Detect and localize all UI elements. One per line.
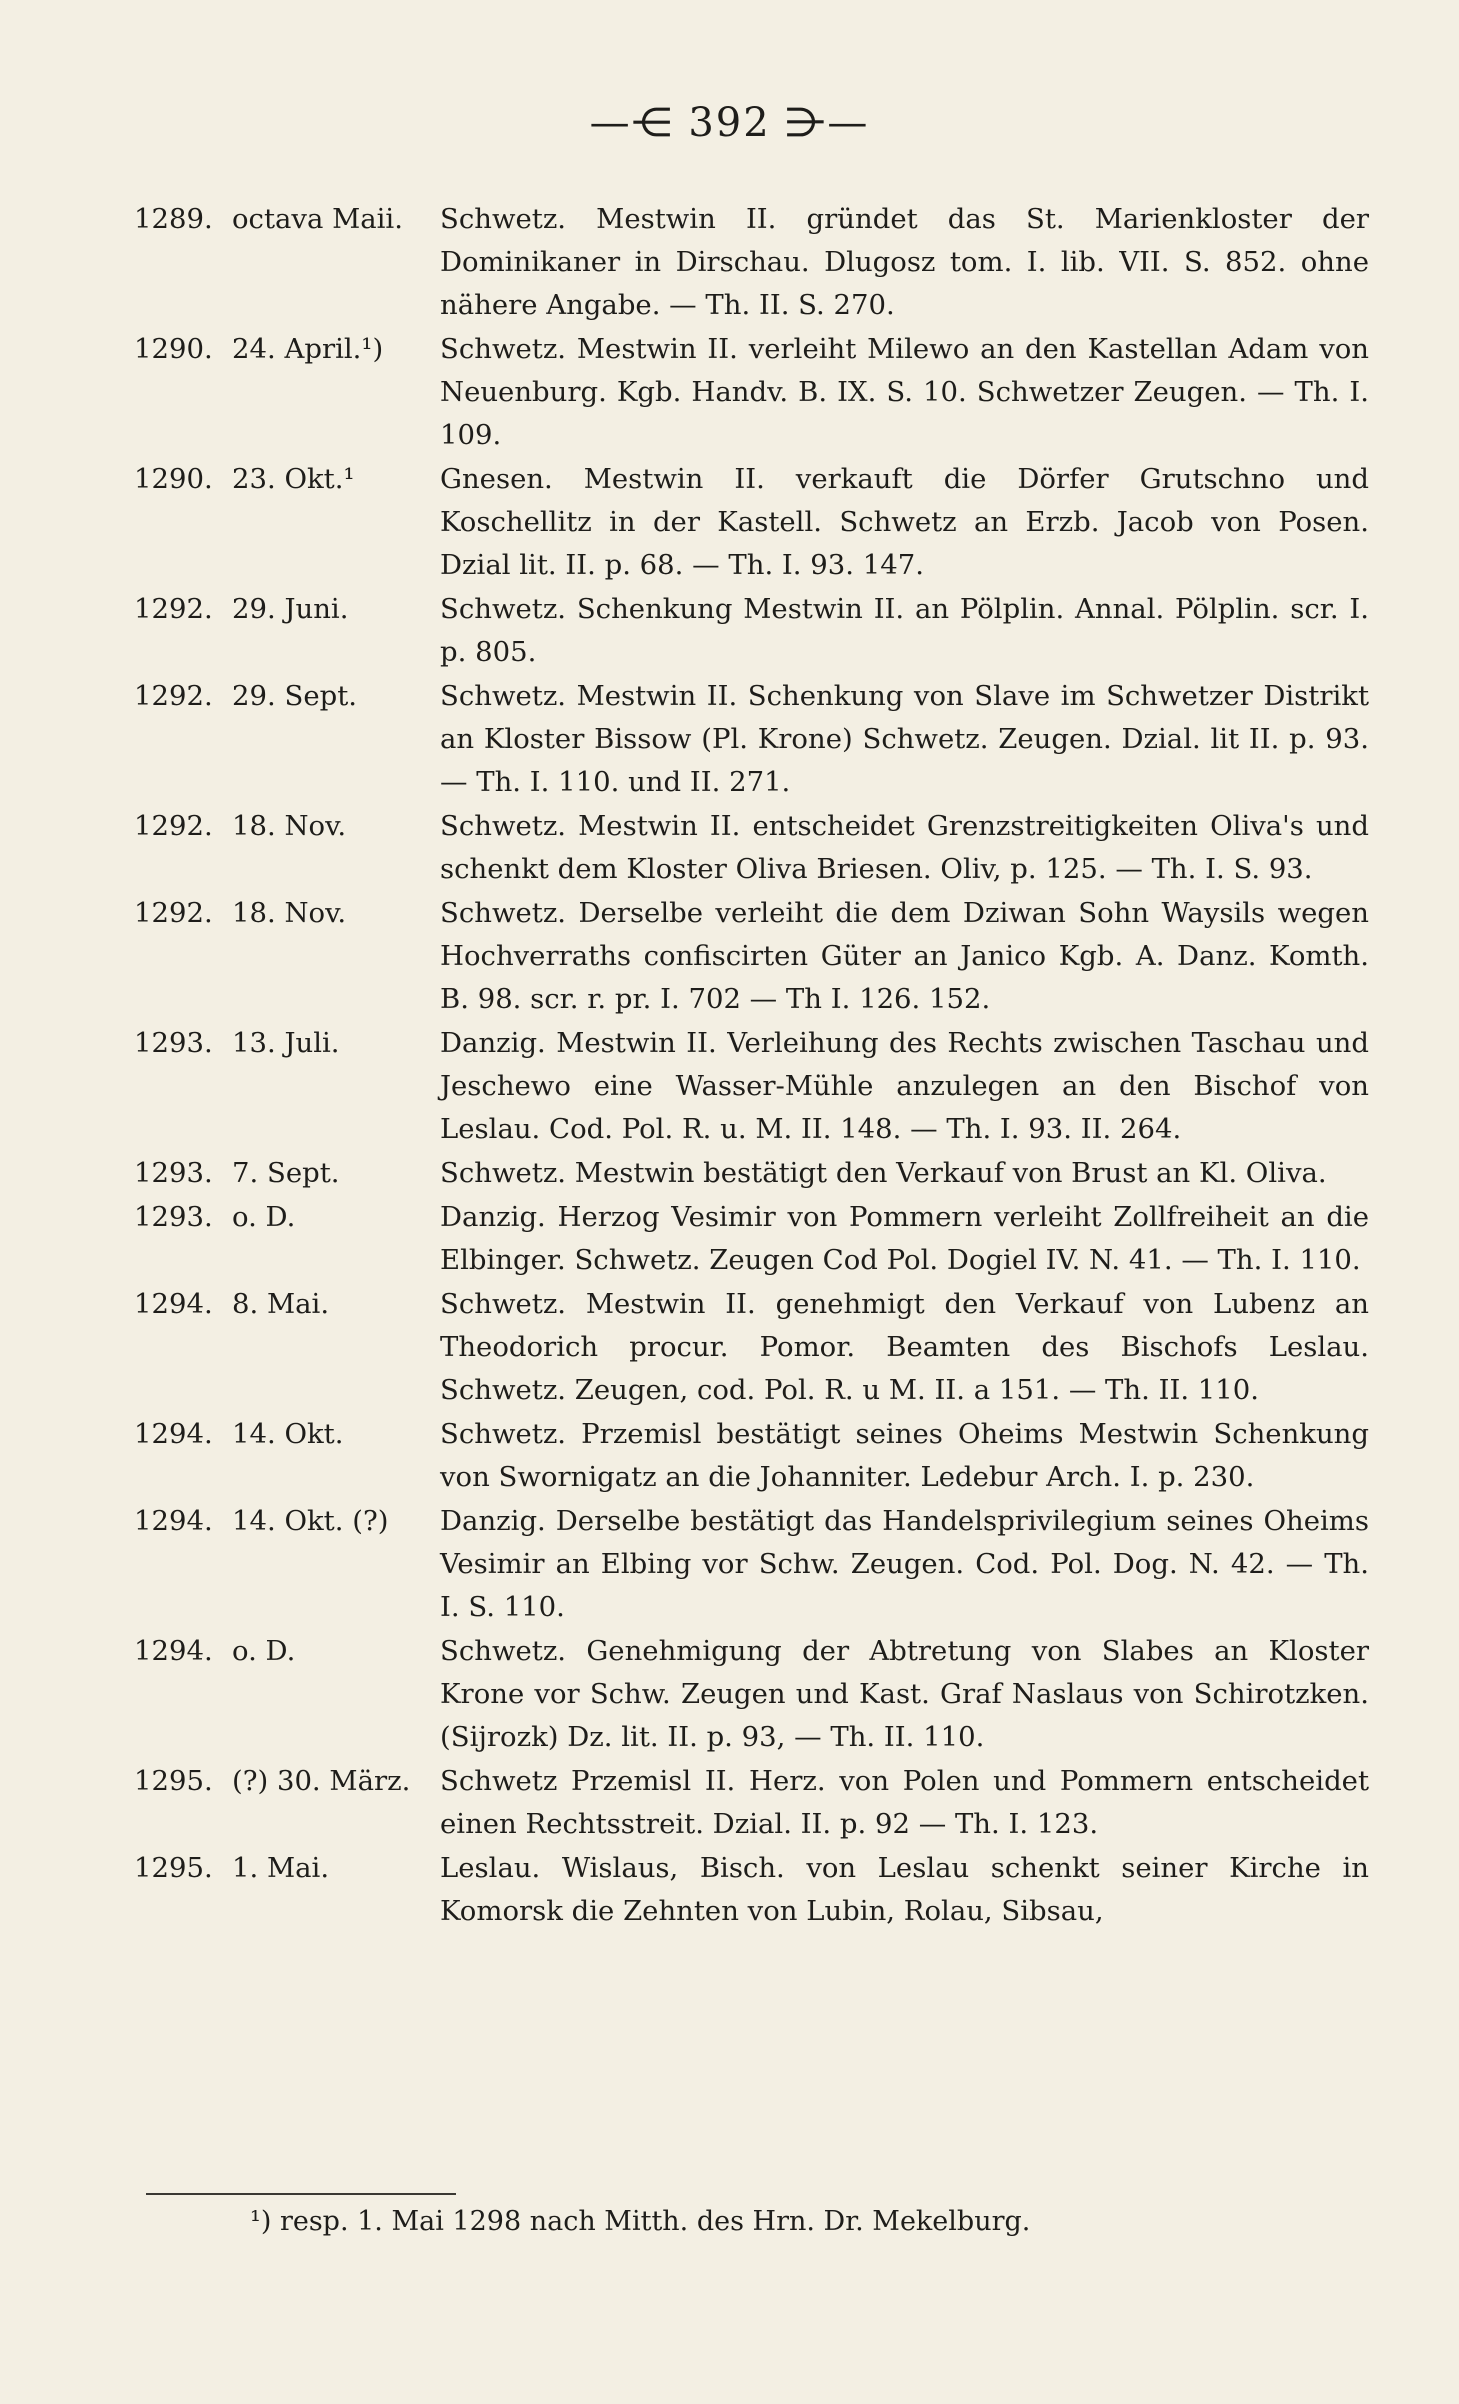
entry-date: (?) 30. März. bbox=[232, 1765, 411, 1797]
entry-1295-maerz bbox=[134, 1760, 1369, 1846]
entry-year: 1294. bbox=[134, 1505, 213, 1537]
entry-year: 1294. bbox=[134, 1288, 213, 1320]
footnote: ¹) resp. 1. Mai 1298 nach Mitth. des Hrn. Dr. Mekelburg. bbox=[250, 2206, 1031, 2237]
entry-1294-okt-a bbox=[134, 1413, 1369, 1499]
entry-text: Schwetz. Mestwin II. genehmigt den Verkauf von Lubenz an Theodorich procur. Pomor. Beamten des Bischofs Leslau. Schwetz. Zeugen, cod. Pol. R. u M. II. a 151. — Th. II. 110. bbox=[440, 1288, 1369, 1406]
entry-text: Schwetz. Mestwin bestätigt den Verkauf von Brust an Kl. Oliva. bbox=[440, 1157, 1327, 1189]
entry-year: 1293. bbox=[134, 1201, 213, 1233]
entry-year: 1292. bbox=[134, 897, 213, 929]
entry-1292-nov-a bbox=[134, 805, 1369, 891]
entry-text: Schwetz. Derselbe verleiht die dem Dziwan Sohn Waysils wegen Hochverraths confiscirten Güter an Janico Kgb. A. Danz. Komth. B. 98. scr. r. pr. I. 702 — Th I. 126. 152. bbox=[440, 897, 1369, 1015]
entry-year: 1295. bbox=[134, 1765, 213, 1797]
entry-text: Schwetz. Genehmigung der Abtretung von Slabes an Kloster Krone vor Schw. Zeugen und Kast. Graf Naslaus von Schirotzken. (Sijrozk) Dz. lit. II. p. 93, — Th. II. 110. bbox=[440, 1635, 1369, 1753]
entry-1292-sept bbox=[134, 675, 1369, 804]
entry-date: 14. Okt. bbox=[232, 1418, 344, 1450]
entry-year: 1294. bbox=[134, 1418, 213, 1450]
entry-date: octava Maii. bbox=[232, 203, 403, 235]
entry-1290-okt bbox=[134, 458, 1369, 587]
entry-text: Danzig. Herzog Vesimir von Pommern verleiht Zollfreiheit an die Elbinger. Schwetz. Zeugen Cod Pol. Dogiel IV. N. 41. — Th. I. 110. bbox=[440, 1201, 1369, 1276]
entry-date: 7. Sept. bbox=[232, 1157, 340, 1189]
entry-text: Danzig. Mestwin II. Verleihung des Rechts zwischen Taschau und Jeschewo eine Wasser-Mühle anzulegen an den Bischof von Leslau. Cod. Pol. R. u. M. II. 148. — Th. I. 93. II. 264. bbox=[440, 1027, 1369, 1145]
entry-date: 18. Nov. bbox=[232, 810, 347, 842]
entry-1293-sept bbox=[134, 1152, 1369, 1195]
entry-text: Schwetz. Mestwin II. gründet das St. Marienkloster der Dominikaner in Dirschau. Dlugosz tom. I. lib. VII. S. 852. ohne nähere Angabe. — Th. II. S. 270. bbox=[440, 203, 1369, 321]
entry-1295-mai bbox=[134, 1847, 1369, 1933]
entry-1293-juli bbox=[134, 1022, 1369, 1151]
entry-date: 23. Okt.¹ bbox=[232, 463, 355, 495]
entry-date: o. D. bbox=[232, 1635, 296, 1667]
entry-date: 14. Okt. (?) bbox=[232, 1505, 389, 1537]
entry-1292-nov-b bbox=[134, 892, 1369, 1021]
page-number-header: —⋲ 392 ⋺— bbox=[589, 100, 870, 146]
entry-1292-juni bbox=[134, 588, 1369, 674]
entry-1294-okt-b bbox=[134, 1500, 1369, 1629]
entry-date: 13. Juli. bbox=[232, 1027, 340, 1059]
entry-text: Schwetz. Mestwin II. verleiht Milewo an den Kastellan Adam von Neuenburg. Kgb. Handv. B. IX. S. 10. Schwetzer Zeugen. — Th. I. 109. bbox=[440, 333, 1369, 451]
entry-date: 1. Mai. bbox=[232, 1852, 330, 1884]
entry-text: Schwetz. Mestwin II. entscheidet Grenzstreitigkeiten Oliva's und schenkt dem Kloster Oliva Briesen. Oliv, p. 125. — Th. I. S. 93. bbox=[440, 810, 1369, 885]
entry-year: 1290. bbox=[134, 333, 213, 365]
entry-date: 8. Mai. bbox=[232, 1288, 330, 1320]
entry-text: Schwetz. Schenkung Mestwin II. an Pölplin. Annal. Pölplin. scr. I. p. 805. bbox=[440, 593, 1369, 668]
entry-year: 1294. bbox=[134, 1635, 213, 1667]
entry-year: 1293. bbox=[134, 1027, 213, 1059]
entry-1294-mai bbox=[134, 1283, 1369, 1412]
entry-date: 29. Juni. bbox=[232, 593, 349, 625]
entry-text: Gnesen. Mestwin II. verkauft die Dörfer Grutschno und Koschellitz in der Kastell. Schwetz an Erzb. Jacob von Posen. Dzial lit. II. p. 68. — Th. I. 93. 147. bbox=[440, 463, 1369, 581]
entry-1289-octava-maii bbox=[134, 198, 1369, 327]
entry-year: 1292. bbox=[134, 810, 213, 842]
entry-text: Schwetz. Mestwin II. Schenkung von Slave im Schwetzer Distrikt an Kloster Bissow (Pl. Krone) Schwetz. Zeugen. Dzial. lit II. p. 93. — Th. I. 110. und II. 271. bbox=[440, 680, 1369, 798]
entry-text: Schwetz. Przemisl bestätigt seines Oheims Mestwin Schenkung von Swornigatz an die Johanniter. Ledebur Arch. I. p. 230. bbox=[440, 1418, 1369, 1493]
entry-year: 1293. bbox=[134, 1157, 213, 1189]
entry-year: 1295. bbox=[134, 1852, 213, 1884]
entry-1294-od bbox=[134, 1630, 1369, 1759]
entry-date: 18. Nov. bbox=[232, 897, 347, 929]
entry-year: 1292. bbox=[134, 680, 213, 712]
entry-date: 24. April.¹) bbox=[232, 333, 384, 365]
footnote-divider bbox=[146, 2193, 456, 2195]
entry-text: Schwetz Przemisl II. Herz. von Polen und Pommern entscheidet einen Rechtsstreit. Dzial. II. p. 92 — Th. I. 123. bbox=[440, 1765, 1369, 1840]
entry-year: 1292. bbox=[134, 593, 213, 625]
chronicle-entries bbox=[134, 198, 1369, 1933]
entry-date: o. D. bbox=[232, 1201, 296, 1233]
entry-text: Leslau. Wislaus, Bisch. von Leslau schenkt seiner Kirche in Komorsk die Zehnten von Lubin, Rolau, Sibsau, bbox=[440, 1852, 1369, 1927]
entry-year: 1289. bbox=[134, 203, 213, 235]
entry-year: 1290. bbox=[134, 463, 213, 495]
entry-text: Danzig. Derselbe bestätigt das Handelsprivilegium seines Oheims Vesimir an Elbing vor Schw. Zeugen. Cod. Pol. Dog. N. 42. — Th. I. S. 110. bbox=[440, 1505, 1369, 1623]
entry-1293-od bbox=[134, 1196, 1369, 1282]
entry-date: 29. Sept. bbox=[232, 680, 357, 712]
entry-1290-april bbox=[134, 328, 1369, 457]
